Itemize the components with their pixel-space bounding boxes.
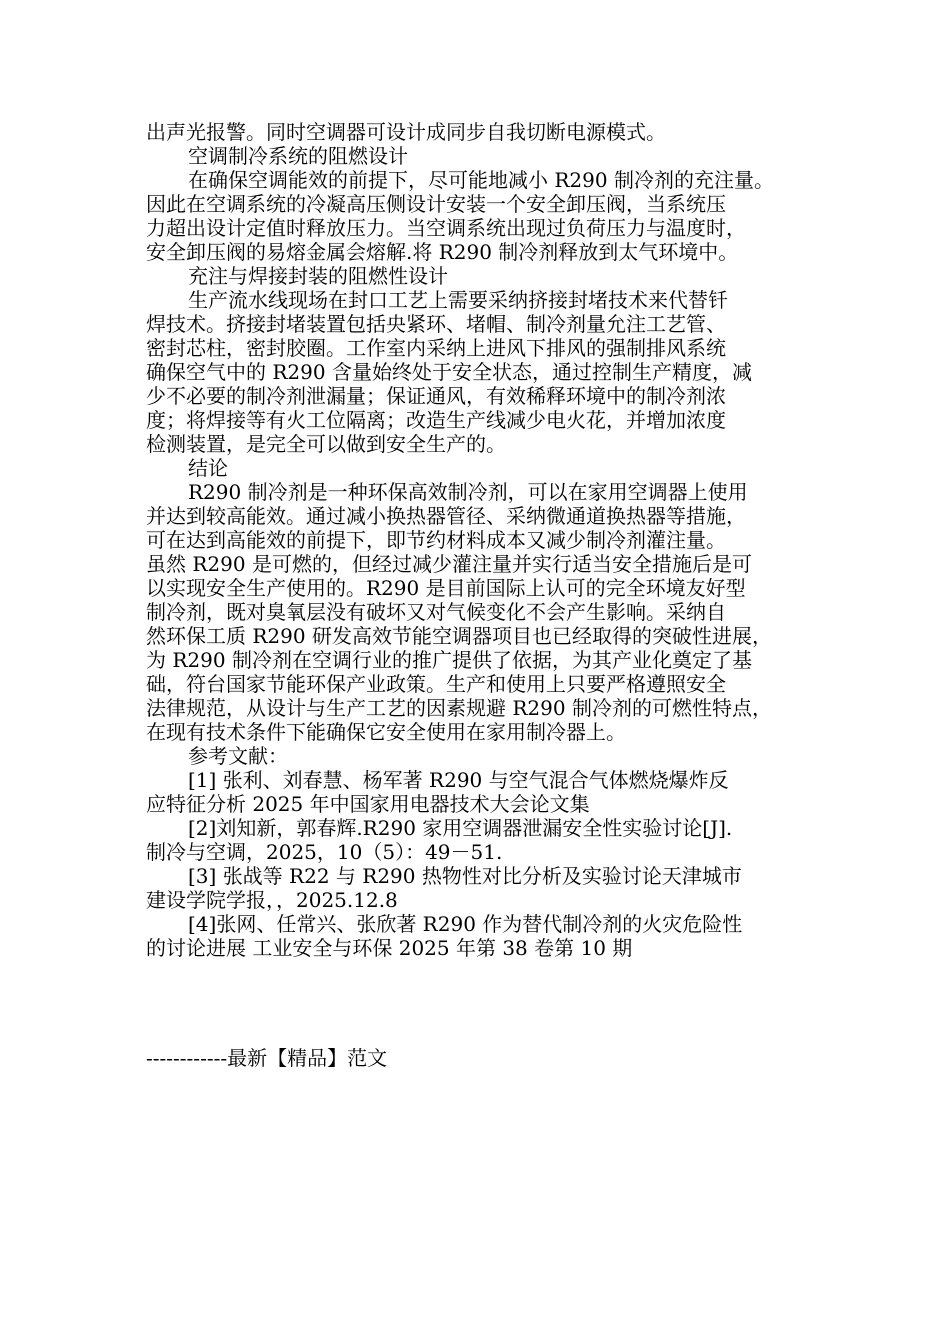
- text-line: 虽然 R290 是可燃的，但经过减少灌注量并实行适当安全措施后是可: [146, 552, 752, 576]
- text-line: 因此在空调系统的冷凝高压侧设计安装一个安全卸压阀，当系统压: [146, 192, 726, 216]
- text-line: 确保空气中的 R290 含量始终处于安全状态，通过控制生产精度，减: [146, 360, 752, 384]
- text-line: 力超出设计定值时释放压力。当空调系统出现过负荷压力与温度时，: [146, 216, 746, 240]
- text-line: 少不必要的制冷剂泄漏量；保证通风，有效稀释环境中的制冷剂浓: [146, 384, 726, 408]
- text-line: 然环保工质 R290 研发高效节能空调器项目也已经取得的突破性进展，: [146, 624, 772, 648]
- text-line: R290 制冷剂是一种环保高效制冷剂，可以在家用空调器上使用: [188, 480, 748, 504]
- text-line: 度；将焊接等有火工位隔离；改造生产线减少电火花，并增加浓度: [146, 408, 726, 432]
- text-line: 以实现安全生产使用的。R290 是目前国际上认可的完全环境友好型: [146, 576, 746, 600]
- text-line: 空调制冷系统的阻燃设计: [188, 144, 408, 168]
- footer-text: ------------最新【精品】范文: [146, 1046, 388, 1070]
- text-line: [4]张网、任常兴、张欣著 R290 作为替代制冷剂的火灾危险性: [188, 912, 743, 936]
- text-line: 可在达到高能效的前提下，即节约材料成本又减少制冷剂灌注量。: [146, 528, 726, 552]
- text-line: 检测装置，是完全可以做到安全生产的。: [146, 432, 506, 456]
- text-line: 参考文献：: [188, 744, 288, 768]
- text-line: 出声光报警。同时空调器可设计成同步自我切断电源模式。: [146, 120, 666, 144]
- text-line: 并达到较高能效。通过减小换热器管径、采纳微通道换热器等措施，: [146, 504, 746, 528]
- text-line: [3] 张战等 R22 与 R290 热物性对比分析及实验讨论天津城市: [188, 864, 742, 888]
- text-line: 础，符台国家节能环保产业政策。生产和使用上只要严格遵照安全: [146, 672, 726, 696]
- text-line: 焊技术。挤接封堵装置包括央紧环、堵帽、制冷剂量允注工艺管、: [146, 312, 726, 336]
- text-line: 密封芯柱，密封胶圈。工作室内采纳上进风下排风的强制排风系统: [146, 336, 726, 360]
- text-line: [2]刘知新，郭春辉.R290 家用空调器泄漏安全性实验讨论[J].: [188, 816, 733, 840]
- text-line: 在确保空调能效的前提下，尽可能地减小 R290 制冷剂的充注量。: [188, 168, 774, 192]
- text-line: 制冷剂，既对臭氧层没有破坏又对气候变化不会产生影响。采纳自: [146, 600, 726, 624]
- text-line: 的讨论进展 工业安全与环保 2025 年第 38 卷第 10 期: [146, 936, 633, 960]
- text-line: 法律规范，从设计与生产工艺的因素规避 R290 制冷剂的可燃性特点，: [146, 696, 772, 720]
- text-line: 应特征分析 2025 年中国家用电器技术大会论文集: [146, 792, 590, 816]
- document-body: [146, 120, 814, 960]
- text-line: 安全卸压阀的易熔金属会熔解.将 R290 制冷剂释放到太气环境中。: [146, 240, 739, 264]
- text-line: 充注与焊接封装的阻燃性设计: [188, 264, 448, 288]
- text-line: 制冷与空调，2025，10（5）：49－51.: [146, 840, 503, 864]
- text-line: 建设学院学报，，2025.12.8: [146, 888, 398, 912]
- text-line: 在现有技术条件下能确保它安全使用在家用制冷器上。: [146, 720, 626, 744]
- text-line: 为 R290 制冷剂在空调行业的推广提供了依据，为其产业化奠定了基: [146, 648, 752, 672]
- text-line: [1] 张利、刘春慧、杨军著 R290 与空气混合气体燃烧爆炸反: [188, 768, 729, 792]
- text-line: 生产流水线现场在封口工艺上需要采纳挤接封堵技术来代替钎: [188, 288, 728, 312]
- text-line: 结论: [188, 456, 228, 480]
